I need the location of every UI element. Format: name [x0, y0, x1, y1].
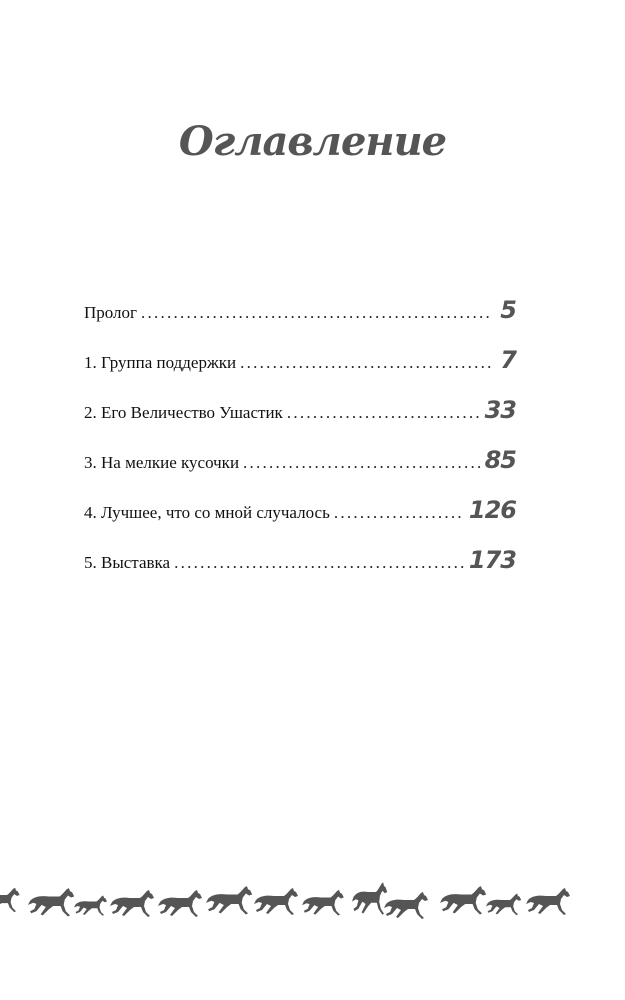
toc-entry[interactable] — [84, 496, 516, 546]
toc-leader-dots — [243, 453, 481, 473]
toc-entry-label: 4. Лучшее, что со мной случалось — [84, 503, 330, 522]
running-horses-icon — [0, 880, 590, 924]
toc-leader-dots — [141, 303, 492, 323]
toc-entry[interactable] — [84, 346, 516, 396]
toc-leader-dots — [240, 353, 492, 373]
toc-entry-page: 33 — [484, 396, 516, 424]
toc-entry[interactable] — [84, 396, 516, 446]
toc-leader-dots — [287, 403, 481, 423]
toc-entry-label: 5. Выставка — [84, 553, 171, 572]
toc-entry-page: 126 — [468, 496, 516, 524]
toc-entry-page: 85 — [484, 446, 516, 474]
toc-entry[interactable] — [84, 546, 516, 596]
page-title: Оглавление — [178, 118, 447, 165]
toc-entry-page: 7 — [500, 346, 516, 374]
toc-leader-dots — [334, 503, 465, 523]
toc-entry[interactable] — [84, 296, 516, 346]
toc-entry-label: 1. Группа поддержки — [84, 353, 237, 372]
toc-entry-label: Пролог — [84, 303, 138, 322]
toc-entry-label: 2. Его Величество Ушастик — [84, 403, 283, 422]
toc-entry-page: 5 — [500, 296, 516, 324]
toc-entry[interactable] — [84, 446, 516, 496]
toc-entry-page: 173 — [468, 546, 516, 574]
toc-entry-label: 3. На мелкие кусочки — [84, 453, 240, 472]
toc-leader-dots — [174, 553, 465, 573]
table-of-contents — [84, 296, 516, 596]
